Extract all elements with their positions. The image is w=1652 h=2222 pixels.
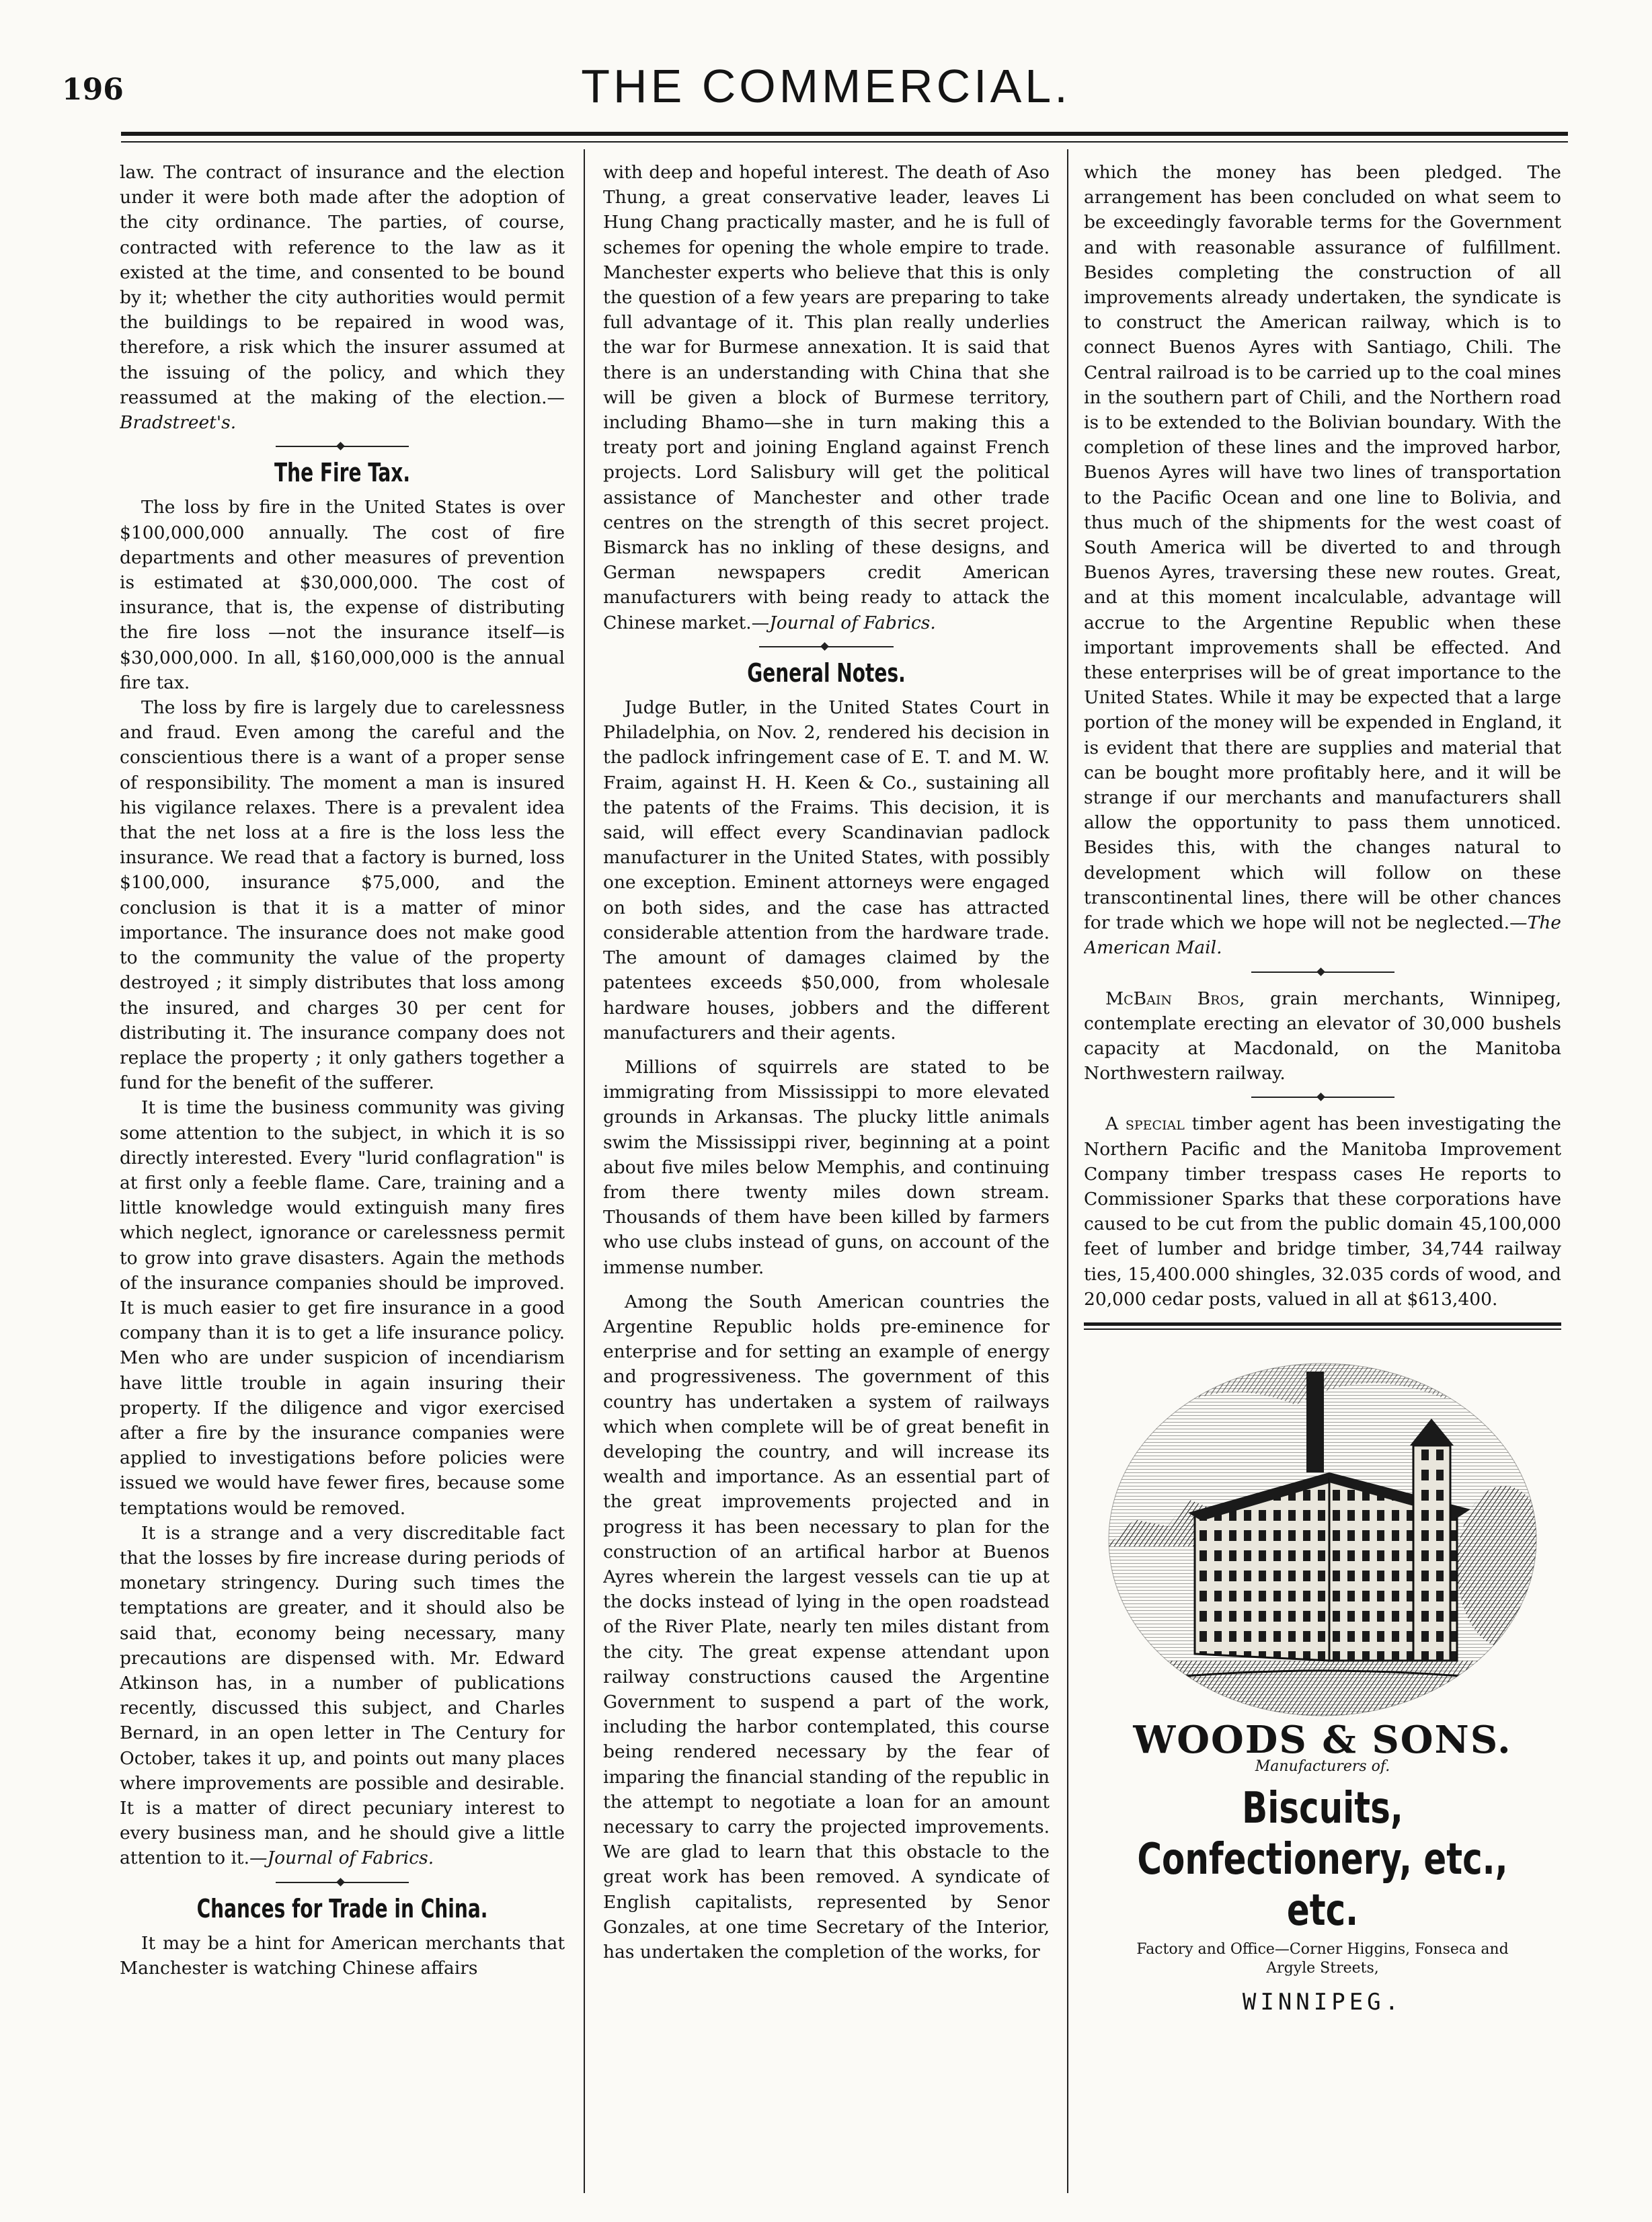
citation: Journal of Fabrics. [769,612,936,633]
article-paragraph: The loss by fire in the United States is over $100,000,000 annually. The cost of fire departments and other measures of prevention is estimated at $30,000,000. The cost of insurance, that is, the expense of distributing the fire loss —not the insurance itself—is $30,000,000. In all, $160,000,000 is the annual fire tax. [120,497,565,693]
article-paragraph: law. The contract of insurance and the election under it were both made after the adoption of the city ordinance. The parties, of course, contracted with reference to the law as it existed at the time, and consented to be bound by it; whether the city authorities would permit the buildings to be repaired in wood was, therefore, a risk which the insurer assumed at the issuing of the policy, and which they reassumed at the making of the election.—Bradstreet's. [120,162,565,434]
article-paragraph: It is a strange and a very discreditable fact that the losses by fire increase during periods of monetary stringency. During such times the temptations are greater, and it should also be said that, economy being necessary, many precautions are dispensed with. Mr. Edward Atkinson has, in a number of publications recently, discussed this subject, and Charles Bernard, in an open letter in The Century for October, takes it up, and points out many places where improvements are possible and desirable. It is a matter of direct pecuniary interest to every business man, and he should give a little attention to it.—Journal of Fabrics. [120,1522,565,1869]
advertisement-rule [1084,1322,1561,1326]
section-divider [120,1878,565,1887]
advertisement-rule-thin [1084,1328,1561,1330]
article-heading-general-notes: General Notes. [747,658,906,688]
column-divider [584,149,585,2193]
article-paragraph: A special timber agent has been investigating the Northern Pacific and the Manitoba Improvement Company timber trespass cases He reports to Commissioner Sparks that these corporations have caused to be cut from the public domain 45,100,000 feet of lumber and bridge timber, 34,744 railway ties, 15,400.000 shingles, 32.035 cords of wood, and 20,000 cedar posts, valued in all at $613,400. [1084,1113,1561,1310]
article-paragraph: Among the South American countries the Argentine Republic holds pre-eminence for enterprise and for setting an example of energy and progressiveness. The government of this country has undertaken a system of railways which when complete will be of great benefit in developing the country, and will increase its wealth and importance. As an essential part of the great improvements projected and in progress it has been necessary to plan for the construction of an artifical harbor at Buenos Ayres wherein the largest vessels can tie up at the docks instead of lying in the open roadstead of the River Plate, nearly ten miles distant from the city. The great expense attendant upon railway constructions caused the Argentine Government to suspend a part of the work, including the harbor contemplated, this course being rendered necessary by the fear of imparing the financial standing of the republic in the attempt to negotiate a loan for an amount necessary to carry the projected improvements. We are glad to learn that this obstacle to the great work has been removed. A syndicate of English capitalists, represented by Senor Gonzales, at one time Secretary of the Interior, has undertaken the completion of the works, for [603,1291,1050,1963]
section-divider [1084,1093,1561,1102]
factory-illustration [1107,1345,1538,1721]
advertisement [1084,1345,1561,2016]
advertiser-descriptor: Manufacturers of. [1255,1758,1390,1776]
article-heading-china: Chances for Trade in China. [196,1893,488,1923]
section-divider [120,442,565,451]
article-paragraph: Millions of squirrels are stated to be immigrating from Mississippi to more elevated grounds in Arkansas. The plucky little animals swim the Mississippi river, beginning at a point about five miles below Memphis, and continuing from there twenty miles down stream. Thousands of them have been killed by farmers who use clubs instead of guns, on account of the immense number. [603,1056,1050,1278]
advertiser-name: WOODS & SONS. [1133,1717,1512,1762]
article-paragraph: McBain Bros, grain merchants, Winnipeg, contemplate erecting an elevator of 30,000 bushels capacity at Macdonald, on the Manitoba Northwestern railway. [1084,988,1561,1084]
masthead-title: THE COMMERCIAL. [581,60,1071,112]
article-paragraph: It is time the business community was giving some attention to the subject, in which it is so directly interested. Every "lurid conflagration" is at first only a feeble flame. Care, training and a little knowledge would extinguish many fires which neglect, ignorance or carelessness permit to grow into grave disasters. Again the methods of the insurance companies should be improved. It is much easier to get fire insurance in a good company than it is to get a life insurance policy. Men who are under suspicion of incendiarism have little trouble in again insuring their property. If the diligence and vigor exercised after a fire by the insurance companies were applied to investigations before policies were issued we would have fewer fires, because some temptations would be removed. [120,1097,565,1519]
citation: Bradstreet's. [120,412,237,434]
article-paragraph: which the money has been pledged. The arrangement has been concluded on what seem to be exceedingly favorable terms for the Government and with reasonable assurance of fulfillment. Besides completing the construction of all improvements already undertaken, the syndicate is to construct the American railway, which is to connect Buenos Ayres with Santiago, Chili. The Central railroad is to be carried up to the coal mines in the southern part of Chili, and the Northern road is to be extended to the Bolivian boundary. With the completion of these lines and the improved harbor, Buenos Ayres will have two lines of transportation to the Pacific Ocean and one line to Bolivia, and thus much of the shipments for the west coast of South America will be diverted to and through Buenos Ayres, traversing these new routes. Great, and at this moment incalculable, advantage will accrue to the Argentine Republic when these important improvements shall be effected. And these enterprises will be of great importance to the United States. While it may be expected that a large portion of the money will be expended in England, it is evident that there are supplies and material that can be bought more profitably here, and it will be strange if our merchants and manufacturers shall allow the opportunity to pass them unnoticed. Besides this, with the changes natural to development which will follow on these transcontinental lines, there will be other chances for trade which we hope will not be neglected.—The American Mail. [1084,162,1561,959]
advertiser-products: Biscuits, Confectionery, etc., etc. [1137,1784,1508,1936]
article-paragraph: Judge Butler, in the United States Court in Philadelphia, on Nov. 2, rendered his decision in the padlock infringement case of E. T. and M. W. Fraim, against H. H. Keen & Co., sustaining all the patents of the Fraims. This decision, it is said, will effect every Scandinavian padlock manufacturer in the United States, with possibly one exception. Eminent attorneys were engaged on both sides, and the case has attracted considerable attention from the hardware trade. The amount of damages claimed by the patentees exceeds $50,000, from wholesale hardware houses, jobbers and the different manufacturers and their agents. [603,697,1050,1043]
column-divider [1067,149,1068,2193]
advertiser-address: Factory and Office—Corner Higgins, Fonseca and Argyle Streets, [1136,1941,1509,1977]
advertiser-city: WINNIPEG. [1242,1989,1403,2016]
masthead-rule-thin [121,141,1568,143]
article-paragraph: with deep and hopeful interest. The death of Aso Thung, a great conservative leader, leaves Li Hung Chang practically master, and he is full of schemes for opening the whole empire to trade. Manchester experts who believe that this is only the question of a few years are preparing to take full advantage of it. This plan really underlies the war for Burmese annexation. It is said that there is an understanding with China that she will be given a block of Burmese territory, including Bhamo—she in turn making this a treaty port and joining England against French projects. Lord Salisbury will get the political assistance of Manchester and other trade centres on the strength of this secret project. Bismarck has no inkling of these designs, and German newspapers credit American manufacturers with being ready to attack the Chinese market.—Journal of Fabrics. [603,162,1050,633]
column-1 [120,160,565,2184]
article-heading-fire-tax: The Fire Tax. [274,458,410,488]
citation: The American Mail. [1084,912,1561,959]
article-paragraph: The loss by fire is largely due to carelessness and fraud. Even among the careful and the conscientious there is a want of a proper sense of responsibility. The moment a man is insured his vigilance relaxes. There is a prevalent idea that the net loss at a fire is the loss less the insurance. We read that a factory is burned, loss $100,000, insurance $75,000, and the conclusion is that it is a matter of minor importance. The insurance does not make good to the community the value of the property destroyed ; it simply distributes that loss among the insured, and charges 30 per cent for distributing it. The insurance company does not replace the property ; it only gathers together a fund for the benefit of the sufferer. [120,697,565,1094]
citation: Journal of Fabrics. [267,1848,434,1869]
page-number: 196 [62,73,124,107]
section-divider [1084,967,1561,977]
column-3 [1084,160,1561,2184]
masthead-rule [121,132,1568,136]
section-divider [603,642,1050,651]
column-2 [603,160,1050,2184]
article-paragraph: It may be a hint for American merchants that Manchester is watching Chinese affairs [120,1932,565,1979]
